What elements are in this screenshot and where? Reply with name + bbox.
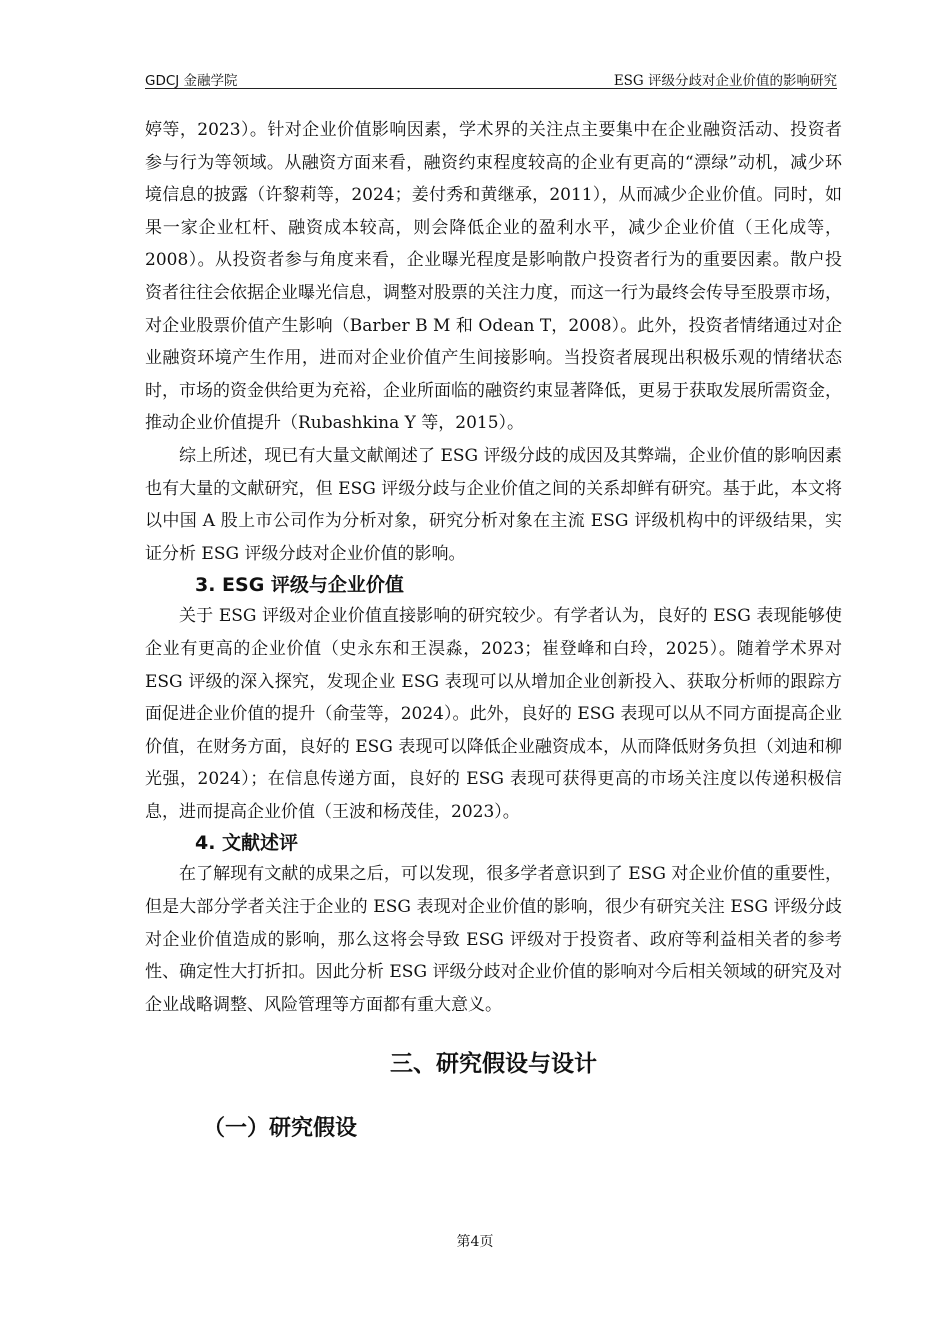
subheading-literature-review: 4. 文献述评 — [195, 832, 299, 855]
page-body — [145, 114, 842, 1144]
section-title: （一）研究假设 — [203, 1116, 358, 1142]
page-header — [145, 66, 837, 89]
header-paper-title: ESG 评级分歧对企业价值的影响研究 — [613, 73, 837, 89]
paragraph-summary: 综上所述，现已有大量文献阐述了 ESG 评级分歧的成因及其弊端，企业价值的影响因素也有大量的文献研究，但 ESG 评级分歧与企业价值之间的关系却鲜有研究。基于此，本文将以中国 A 股上市公司作为分析对象，研究分析对象在主流 ESG 评级机构中的评级结果，实证分析 ESG 评级分歧对企业价值的影响。 — [145, 445, 842, 564]
subheading-esg-rating-and-firm-value: 3. ESG 评级与企业价值 — [195, 574, 404, 597]
paragraph-factors-of-firm-value: 婷等，2023）。针对企业价值影响因素，学术界的关注点主要集中在企业融资活动、投资者参与行为等领域。从融资方面来看，融资约束程度较高的企业有更高的“漂绿”动机，减少环境信息的披露（许黎莉等，2024；姜付秀和黄继承，2011），从而减少企业价值。同时，如果一家企业杠杆、融资成本较高，则会降低企业的盈利水平，减少企业价值（王化成等，2008）。从投资者参与角度来看，企业曝光程度是影响散户投资者行为的重要因素。散户投资者往往会依据企业曝光信息，调整对股票的关注力度，而这一行为最终会传导至股票市场，对企业股票价值产生影响（Barber B M 和 Odean T，2008）。此外，投资者情绪通过对企业融资环境产生作用，进而对企业价值产生间接影响。当投资者展现出积极乐观的情绪状态时，市场的资金供给更为充裕，企业所面临的融资约束显著降低，更易于获取发展所需资金，推动企业价值提升（Rubashkina Y 等，2015）。 — [145, 120, 842, 434]
header-institution: GDCJ 金融学院 — [145, 73, 238, 89]
chapter-title: 三、研究假设与设计 — [390, 1051, 597, 1078]
page-number: 第4页 — [456, 1234, 494, 1250]
paragraph-esg-rating-and-firm-value: 关于 ESG 评级对企业价值直接影响的研究较少。有学者认为，良好的 ESG 表现能够使企业有更高的企业价值（史永东和王淏淼，2023；崔登峰和白玲，2025）。随着学术界对 ESG 评级的深入探究，发现企业 ESG 表现可以从增加企业创新投入、获取分析师的跟踪方面促进企业价值的提升（俞莹等，2024）。此外，良好的 ESG 表现可以从不同方面提高企业价值，在财务方面，良好的 ESG 表现可以降低企业融资成本，从而降低财务负担（刘迪和柳光强，2024）；在信息传递方面，良好的 ESG 表现可获得更高的市场关注度以传递积极信息，进而提高企业价值（王波和杨茂佳，2023）。 — [145, 606, 842, 822]
paragraph-literature-review: 在了解现有文献的成果之后，可以发现，很多学者意识到了 ESG 对企业价值的重要性，但是大部分学者关注于企业的 ESG 表现对企业价值的影响，很少有研究关注 ESG 评级分歧对企业价值造成的影响，那么这将会导致 ESG 评级对于投资者、政府等利益相关者的参考性、确定性大打折扣。因此分析 ESG 评级分歧对企业价值的影响对今后相关领域的研究及对企业战略调整、风险管理等方面都有重大意义。 — [145, 864, 842, 1015]
